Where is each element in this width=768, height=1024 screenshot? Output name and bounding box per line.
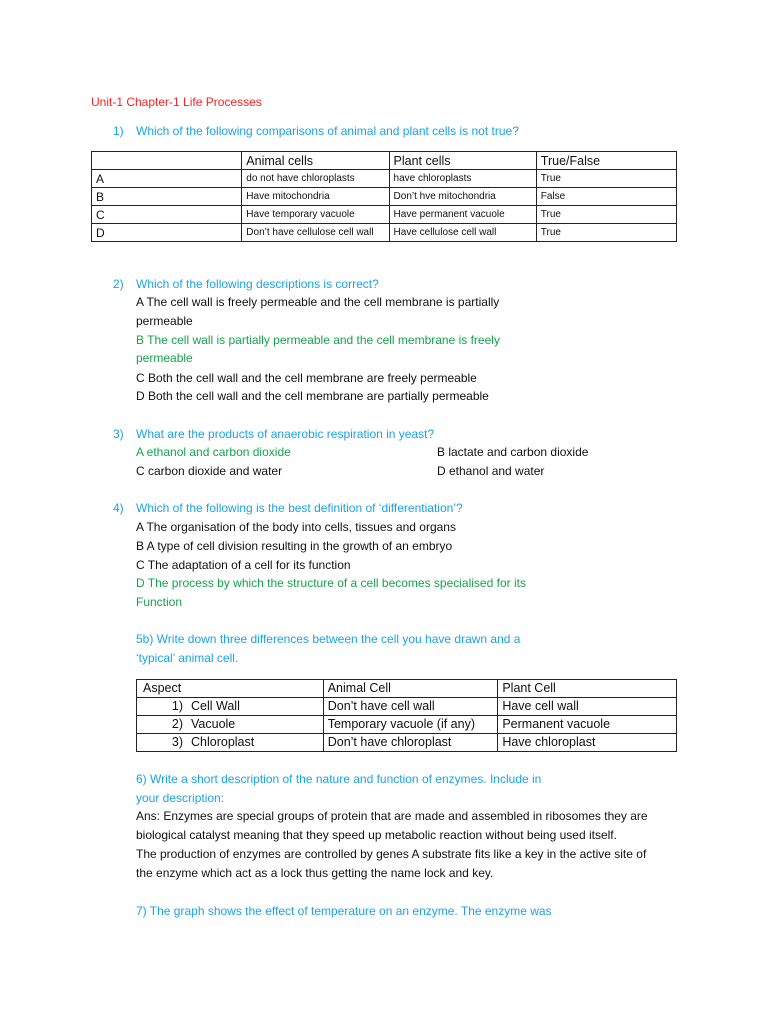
- table-cell: [137, 734, 324, 752]
- table-cell: False: [536, 188, 676, 206]
- table-cell: B: [92, 188, 242, 206]
- table-row: [92, 206, 677, 224]
- table-header-row: [92, 152, 677, 170]
- table-row: [137, 734, 677, 752]
- q6-answer-line3: The production of enzymes are controlled by genes A substrate fits like a key in the active site of: [136, 847, 647, 861]
- table-cell: Have cell wall: [498, 698, 677, 716]
- list-number: 3): [171, 735, 183, 749]
- q6-answer-line2: biological catalyst meaning that they speed up metabolic reaction without being used itself.: [136, 828, 617, 842]
- table-cell: True: [536, 224, 676, 242]
- q2-option-b-correct: B The cell wall is partially permeable and the cell membrane is freely: [136, 333, 500, 347]
- q4-option-d-cont: Function: [136, 595, 183, 609]
- table-header-cell: Animal Cell: [323, 680, 498, 698]
- q3-number: 3): [113, 427, 124, 441]
- table-row: [137, 716, 677, 734]
- table-row: [137, 698, 677, 716]
- table-cell: Don’t have cellulose cell wall: [242, 224, 389, 242]
- table-cell: Have temporary vacuole: [242, 206, 389, 224]
- q4-text: Which of the following is the best definition of ‘differentiation’?: [136, 501, 463, 515]
- table-cell: do not have chloroplasts: [242, 170, 389, 188]
- q3-option-d: D ethanol and water: [437, 464, 545, 478]
- q4-option-a: A The organisation of the body into cells, tissues and organs: [136, 520, 456, 534]
- q4-number: 4): [113, 501, 124, 515]
- q1-text: Which of the following comparisons of animal and plant cells is not true?: [136, 124, 519, 138]
- q2-option-a: A The cell wall is freely permeable and the cell membrane is partially: [136, 295, 500, 309]
- q1-comparison-table: [91, 151, 677, 242]
- q6-answer-line1: Ans: Enzymes are special groups of protein that are made and assembled in ribosomes they are: [136, 809, 648, 823]
- table-cell: have chloroplasts: [389, 170, 536, 188]
- q3-option-c: C carbon dioxide and water: [136, 464, 283, 478]
- table-header-cell: Plant cells: [389, 152, 536, 170]
- table-cell: True: [536, 206, 676, 224]
- q5b-differences-table: [136, 679, 677, 752]
- q5b-text-line1: 5b) Write down three differences between the cell you have drawn and a: [136, 632, 521, 646]
- q2-text: Which of the following descriptions is correct?: [136, 277, 379, 291]
- table-cell: Have chloroplast: [498, 734, 677, 752]
- q6-text-line1: 6) Write a short description of the nature and function of enzymes. Include in: [136, 772, 542, 786]
- list-number: 2): [171, 717, 183, 731]
- q4-option-c: C The adaptation of a cell for its function: [136, 558, 351, 572]
- table-cell: D: [92, 224, 242, 242]
- table-cell: Have cellulose cell wall: [389, 224, 536, 242]
- aspect-label: Chloroplast: [191, 735, 255, 749]
- table-header-cell: True/False: [536, 152, 676, 170]
- table-header-cell: Plant Cell: [498, 680, 677, 698]
- q3-option-b: B lactate and carbon dioxide: [437, 445, 589, 459]
- q7-text-line1: 7) The graph shows the effect of temperature on an enzyme. The enzyme was: [136, 904, 552, 918]
- table-header-cell: [92, 152, 242, 170]
- q4-option-d-correct: D The process by which the structure of a cell becomes specialised for its: [136, 576, 526, 590]
- list-number: 1): [171, 699, 183, 713]
- table-cell: Don’t have chloroplast: [323, 734, 498, 752]
- q5b-text-line2: ‘typical’ animal cell.: [136, 651, 239, 665]
- table-cell: Don’t have cell wall: [323, 698, 498, 716]
- table-cell: Temporary vacuole (if any): [323, 716, 498, 734]
- q2-number: 2): [113, 277, 124, 291]
- table-row: [92, 170, 677, 188]
- q3-option-a-correct: A ethanol and carbon dioxide: [136, 445, 291, 459]
- q2-option-c: C Both the cell wall and the cell membrane are freely permeable: [136, 371, 477, 385]
- table-cell: [137, 698, 324, 716]
- q1-number: 1): [113, 124, 124, 138]
- q2-option-b-cont: permeable: [136, 351, 193, 365]
- table-cell: Have permanent vacuole: [389, 206, 536, 224]
- table-cell: [137, 716, 324, 734]
- table-cell: A: [92, 170, 242, 188]
- table-cell: Permanent vacuole: [498, 716, 677, 734]
- q2-option-a-cont: permeable: [136, 314, 193, 328]
- q6-answer-line4: the enzyme which act as a lock thus getting the name lock and key.: [136, 866, 494, 880]
- table-cell: Have mitochondria: [242, 188, 389, 206]
- table-header-row: [137, 680, 677, 698]
- aspect-label: Vacuole: [191, 717, 236, 731]
- table-cell: Don’t hve mitochondria: [389, 188, 536, 206]
- document-title: Unit-1 Chapter-1 Life Processes: [91, 95, 262, 109]
- table-header-cell: Aspect: [137, 680, 324, 698]
- table-header-cell: Animal cells: [242, 152, 389, 170]
- table-row: [92, 188, 677, 206]
- q2-option-d: D Both the cell wall and the cell membrane are partially permeable: [136, 389, 489, 403]
- table-cell: True: [536, 170, 676, 188]
- table-cell: C: [92, 206, 242, 224]
- q3-text: What are the products of anaerobic respiration in yeast?: [136, 427, 435, 441]
- q4-option-b: B A type of cell division resulting in the growth of an embryo: [136, 539, 453, 553]
- aspect-label: Cell Wall: [191, 699, 240, 713]
- table-row: [92, 224, 677, 242]
- q6-text-line2: your description:: [136, 791, 225, 805]
